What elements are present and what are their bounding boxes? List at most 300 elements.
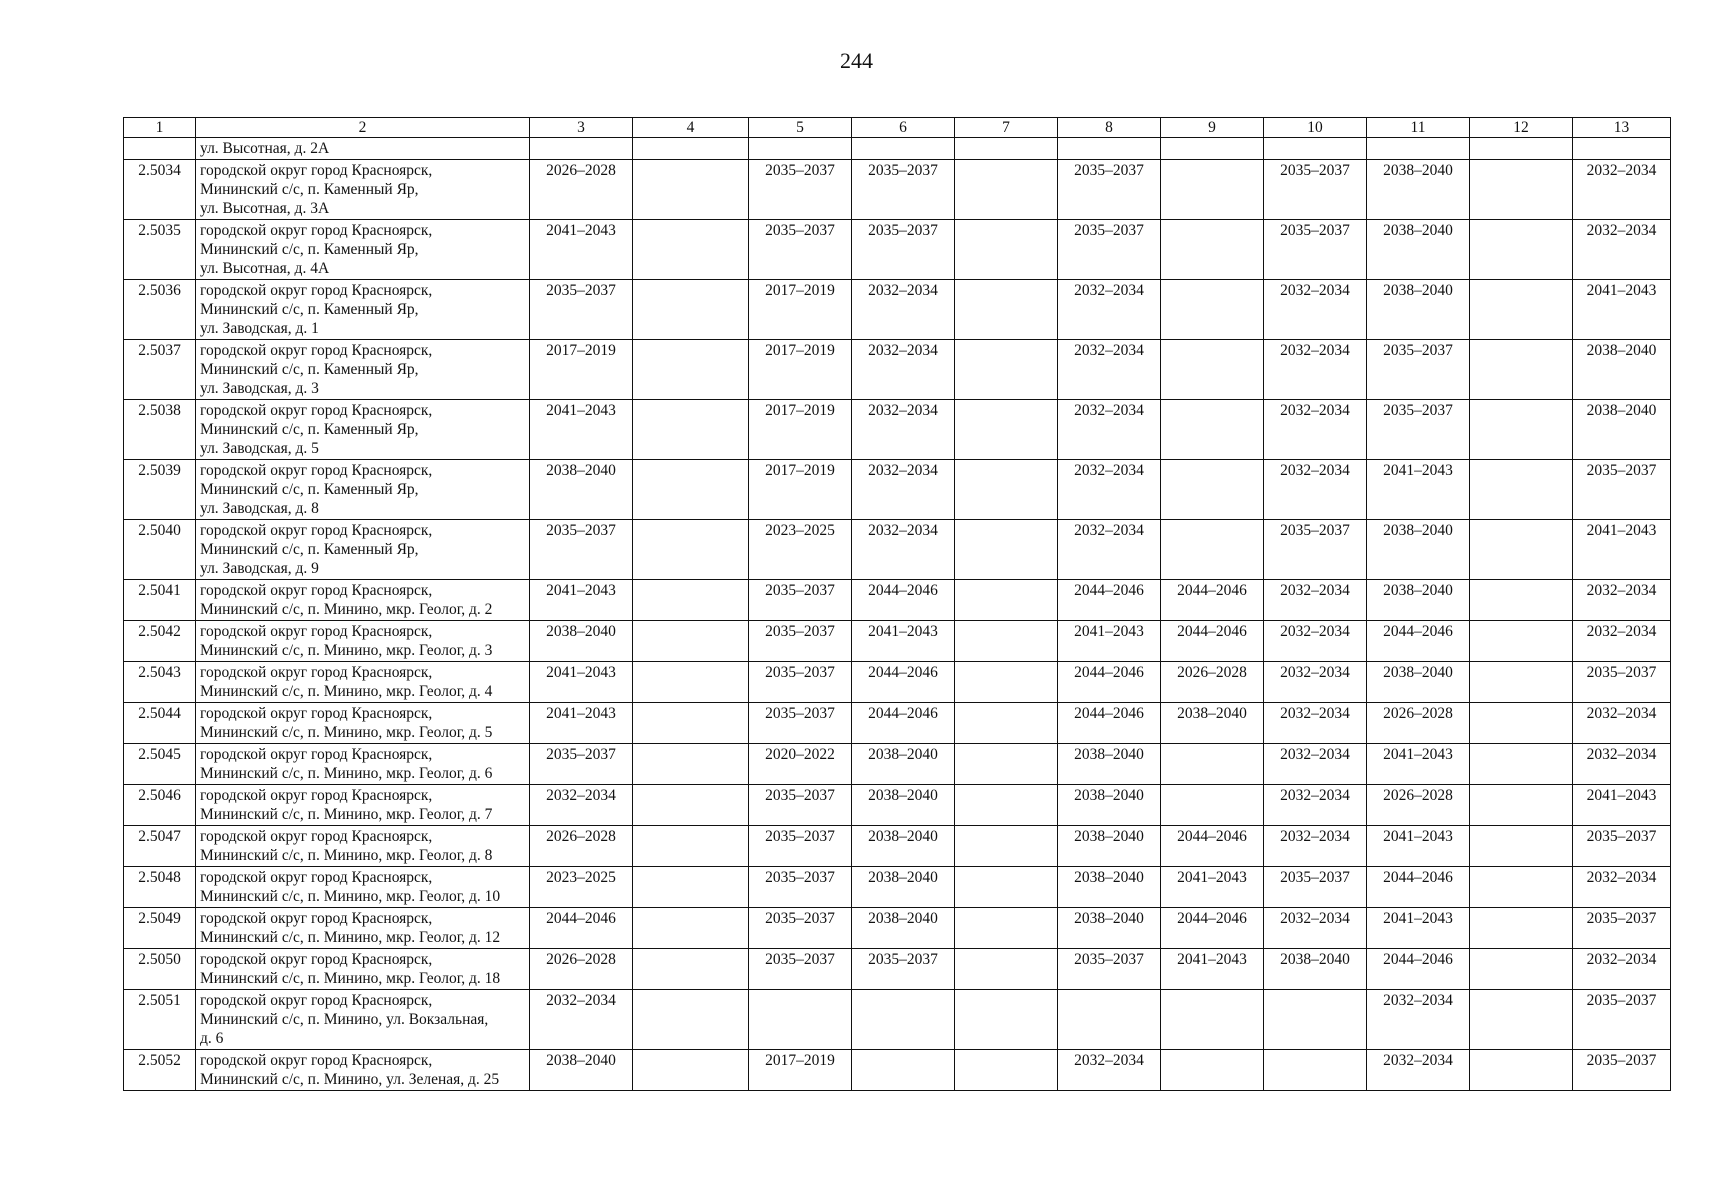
period-cell-col-4 [633, 826, 749, 867]
address-line: ул. Высотная, д. 3А [200, 200, 330, 217]
period-cell-col-11: 2038–2040 [1367, 160, 1470, 220]
period-cell-col-10: 2032–2034 [1264, 662, 1367, 703]
period-cell-col-7 [955, 220, 1058, 280]
period-cell-col-13: 2032–2034 [1573, 160, 1671, 220]
address-line: городской округ город Красноярск, [200, 162, 433, 179]
address-cell [196, 990, 530, 1050]
address-line: городской округ город Красноярск, [200, 746, 433, 763]
address-line: Мининский с/с, п. Минино, ул. Вокзальная, [200, 1011, 489, 1028]
row-id-cell: 2.5035 [124, 220, 196, 280]
period-cell-col-13: 2035–2037 [1573, 990, 1671, 1050]
row-id-cell: 2.5036 [124, 280, 196, 340]
column-header-5: 5 [749, 118, 852, 138]
period-cell-col-13: 2041–2043 [1573, 520, 1671, 580]
address-line: Мининский с/с, п. Минино, мкр. Геолог, д. 3 [200, 642, 493, 659]
address-cell [196, 280, 530, 340]
period-cell-col-6: 2038–2040 [852, 867, 955, 908]
row-id-cell: 2.5037 [124, 340, 196, 400]
address-cell [196, 662, 530, 703]
period-cell-col-7 [955, 949, 1058, 990]
period-cell-col-11: 2044–2046 [1367, 867, 1470, 908]
data-cell [633, 138, 749, 160]
period-cell-col-4 [633, 400, 749, 460]
period-cell-col-9: 2026–2028 [1161, 662, 1264, 703]
address-line: Мининский с/с, п. Минино, мкр. Геолог, д. 5 [200, 724, 493, 741]
period-cell-col-4 [633, 990, 749, 1050]
period-cell-col-8: 2038–2040 [1058, 785, 1161, 826]
address-line: городской округ город Красноярск, [200, 222, 433, 239]
address-line: городской округ город Красноярск, [200, 664, 433, 681]
period-cell-col-12 [1470, 520, 1573, 580]
address-cell [196, 220, 530, 280]
period-cell-col-7 [955, 340, 1058, 400]
address-line: городской округ город Красноярск, [200, 828, 433, 845]
period-cell-col-6: 2035–2037 [852, 949, 955, 990]
table-row [124, 703, 1671, 744]
period-cell-col-5: 2020–2022 [749, 744, 852, 785]
period-cell-col-9 [1161, 785, 1264, 826]
address-line: городской округ город Красноярск, [200, 623, 433, 640]
period-cell-col-11: 2032–2034 [1367, 990, 1470, 1050]
period-cell-col-12 [1470, 785, 1573, 826]
period-cell-col-3: 2026–2028 [530, 160, 633, 220]
period-cell-col-3: 2032–2034 [530, 990, 633, 1050]
period-cell-col-11: 2044–2046 [1367, 949, 1470, 990]
period-cell-col-10: 2032–2034 [1264, 908, 1367, 949]
address-line: ул. Высотная, д. 4А [200, 260, 330, 277]
column-header-8: 8 [1058, 118, 1161, 138]
period-cell-col-4 [633, 280, 749, 340]
period-cell-col-4 [633, 340, 749, 400]
period-cell-col-12 [1470, 703, 1573, 744]
period-cell-col-11: 2038–2040 [1367, 220, 1470, 280]
period-cell-col-10: 2035–2037 [1264, 867, 1367, 908]
period-cell-col-3: 2041–2043 [530, 580, 633, 621]
period-cell-col-5: 2017–2019 [749, 1050, 852, 1091]
address-line: Мининский с/с, п. Каменный Яр, [200, 481, 419, 498]
period-cell-col-10: 2035–2037 [1264, 220, 1367, 280]
period-cell-col-10: 2032–2034 [1264, 785, 1367, 826]
period-cell-col-7 [955, 785, 1058, 826]
address-line: ул. Заводская, д. 3 [200, 380, 319, 397]
period-cell-col-11: 2038–2040 [1367, 520, 1470, 580]
address-line: Мининский с/с, п. Каменный Яр, [200, 241, 419, 258]
row-id-cell: 2.5042 [124, 621, 196, 662]
column-number-header-row [124, 118, 1671, 138]
table-row [124, 908, 1671, 949]
address-line: Мининский с/с, п. Минино, мкр. Геолог, д. 10 [200, 888, 501, 905]
address-line: ул. Заводская, д. 9 [200, 560, 319, 577]
period-cell-col-13: 2041–2043 [1573, 785, 1671, 826]
period-cell-col-10: 2032–2034 [1264, 744, 1367, 785]
period-cell-col-4 [633, 621, 749, 662]
period-cell-col-7 [955, 990, 1058, 1050]
column-header-9: 9 [1161, 118, 1264, 138]
period-cell-col-10: 2032–2034 [1264, 703, 1367, 744]
table-body [124, 138, 1671, 1091]
address-line: городской округ город Красноярск, [200, 910, 433, 927]
period-cell-col-5: 2035–2037 [749, 621, 852, 662]
row-id-cell: 2.5047 [124, 826, 196, 867]
table-row [124, 400, 1671, 460]
period-cell-col-7 [955, 826, 1058, 867]
table-row [124, 785, 1671, 826]
address-cell [196, 703, 530, 744]
period-cell-col-5: 2035–2037 [749, 703, 852, 744]
period-cell-col-8: 2038–2040 [1058, 826, 1161, 867]
address-cell [196, 160, 530, 220]
address-cell [196, 826, 530, 867]
data-cell [1367, 138, 1470, 160]
table-row [124, 867, 1671, 908]
period-cell-col-12 [1470, 280, 1573, 340]
continuation-row [124, 138, 1671, 160]
period-cell-col-5: 2035–2037 [749, 867, 852, 908]
period-cell-col-8: 2035–2037 [1058, 220, 1161, 280]
period-cell-col-4 [633, 867, 749, 908]
period-cell-col-9 [1161, 220, 1264, 280]
period-cell-col-3: 2041–2043 [530, 220, 633, 280]
row-id-cell: 2.5052 [124, 1050, 196, 1091]
table-row [124, 280, 1671, 340]
period-cell-col-8: 2041–2043 [1058, 621, 1161, 662]
period-cell-col-11: 2026–2028 [1367, 785, 1470, 826]
address-cell [196, 744, 530, 785]
table-row [124, 662, 1671, 703]
period-cell-col-3: 2026–2028 [530, 826, 633, 867]
period-cell-col-12 [1470, 460, 1573, 520]
period-cell-col-11: 2041–2043 [1367, 826, 1470, 867]
period-cell-col-13: 2032–2034 [1573, 949, 1671, 990]
period-cell-col-5: 2035–2037 [749, 160, 852, 220]
period-cell-col-9 [1161, 160, 1264, 220]
period-cell-col-12 [1470, 400, 1573, 460]
table-row [124, 990, 1671, 1050]
period-cell-col-7 [955, 400, 1058, 460]
address-line: Мининский с/с, п. Минино, мкр. Геолог, д. 4 [200, 683, 493, 700]
period-cell-col-9: 2044–2046 [1161, 621, 1264, 662]
period-cell-col-8: 2044–2046 [1058, 703, 1161, 744]
period-cell-col-11: 2038–2040 [1367, 662, 1470, 703]
period-cell-col-13: 2035–2037 [1573, 826, 1671, 867]
period-cell-col-6: 2044–2046 [852, 662, 955, 703]
period-cell-col-3: 2035–2037 [530, 280, 633, 340]
data-cell [1470, 138, 1573, 160]
address-line: ул. Заводская, д. 8 [200, 500, 319, 517]
period-cell-col-10 [1264, 990, 1367, 1050]
period-cell-col-9 [1161, 520, 1264, 580]
row-id-cell: 2.5044 [124, 703, 196, 744]
period-cell-col-3: 2044–2046 [530, 908, 633, 949]
column-header-6: 6 [852, 118, 955, 138]
period-cell-col-11: 2041–2043 [1367, 744, 1470, 785]
period-cell-col-5: 2035–2037 [749, 580, 852, 621]
period-cell-col-8: 2035–2037 [1058, 160, 1161, 220]
period-cell-col-12 [1470, 908, 1573, 949]
period-cell-col-3: 2041–2043 [530, 400, 633, 460]
row-id-cell: 2.5046 [124, 785, 196, 826]
address-line: Мининский с/с, п. Минино, мкр. Геолог, д. 7 [200, 806, 493, 823]
period-cell-col-13: 2032–2034 [1573, 867, 1671, 908]
address-line: городской округ город Красноярск, [200, 869, 433, 886]
table-row [124, 744, 1671, 785]
period-cell-col-3: 2035–2037 [530, 744, 633, 785]
period-cell-col-3: 2017–2019 [530, 340, 633, 400]
period-cell-col-9: 2044–2046 [1161, 908, 1264, 949]
period-cell-col-9 [1161, 990, 1264, 1050]
address-line: ул. Заводская, д. 5 [200, 440, 319, 457]
period-cell-col-7 [955, 280, 1058, 340]
column-header-13: 13 [1573, 118, 1671, 138]
address-cell [196, 785, 530, 826]
address-line: городской округ город Красноярск, [200, 402, 433, 419]
period-cell-col-13: 2032–2034 [1573, 744, 1671, 785]
column-header-1: 1 [124, 118, 196, 138]
period-cell-col-5: 2035–2037 [749, 662, 852, 703]
data-cell [1161, 138, 1264, 160]
period-cell-col-11: 2044–2046 [1367, 621, 1470, 662]
data-cell [749, 138, 852, 160]
period-cell-col-13: 2032–2034 [1573, 220, 1671, 280]
table-row [124, 340, 1671, 400]
period-cell-col-4 [633, 785, 749, 826]
period-cell-col-10: 2032–2034 [1264, 580, 1367, 621]
address-line: городской округ город Красноярск, [200, 462, 433, 479]
period-cell-col-9: 2044–2046 [1161, 580, 1264, 621]
address-line: городской округ город Красноярск, [200, 342, 433, 359]
address-cell: ул. Высотная, д. 2А [196, 138, 530, 160]
period-cell-col-10: 2032–2034 [1264, 826, 1367, 867]
period-cell-col-10: 2032–2034 [1264, 621, 1367, 662]
address-line: Мининский с/с, п. Минино, мкр. Геолог, д. 12 [200, 929, 501, 946]
row-id-cell: 2.5050 [124, 949, 196, 990]
address-line: Мининский с/с, п. Каменный Яр, [200, 421, 419, 438]
period-cell-col-13: 2035–2037 [1573, 662, 1671, 703]
address-cell [196, 460, 530, 520]
period-cell-col-8 [1058, 990, 1161, 1050]
period-cell-col-7 [955, 460, 1058, 520]
period-cell-col-8: 2044–2046 [1058, 662, 1161, 703]
address-line: городской округ город Красноярск, [200, 282, 433, 299]
column-header-2: 2 [196, 118, 530, 138]
address-line: городской округ город Красноярск, [200, 1052, 433, 1069]
period-cell-col-6: 2035–2037 [852, 160, 955, 220]
period-cell-col-13: 2032–2034 [1573, 580, 1671, 621]
table-row [124, 160, 1671, 220]
column-header-10: 10 [1264, 118, 1367, 138]
period-cell-col-4 [633, 662, 749, 703]
period-cell-col-11: 2041–2043 [1367, 908, 1470, 949]
period-cell-col-11: 2038–2040 [1367, 580, 1470, 621]
period-cell-col-9: 2038–2040 [1161, 703, 1264, 744]
address-line: Мининский с/с, п. Каменный Яр, [200, 181, 419, 198]
period-cell-col-6: 2038–2040 [852, 908, 955, 949]
period-cell-col-7 [955, 520, 1058, 580]
address-line: Мининский с/с, п. Каменный Яр, [200, 301, 419, 318]
period-cell-col-13: 2032–2034 [1573, 621, 1671, 662]
period-cell-col-8: 2032–2034 [1058, 340, 1161, 400]
row-id-cell: 2.5051 [124, 990, 196, 1050]
period-cell-col-4 [633, 949, 749, 990]
period-cell-col-13: 2035–2037 [1573, 1050, 1671, 1091]
period-cell-col-5: 2017–2019 [749, 280, 852, 340]
address-line: д. 6 [200, 1030, 224, 1047]
schedule-table [123, 117, 1671, 1091]
data-cell [955, 138, 1058, 160]
period-cell-col-4 [633, 520, 749, 580]
period-cell-col-13: 2032–2034 [1573, 703, 1671, 744]
row-id-cell: 2.5043 [124, 662, 196, 703]
period-cell-col-6: 2038–2040 [852, 785, 955, 826]
period-cell-col-10 [1264, 1050, 1367, 1091]
period-cell-col-12 [1470, 220, 1573, 280]
period-cell-col-9 [1161, 400, 1264, 460]
period-cell-col-5: 2017–2019 [749, 400, 852, 460]
period-cell-col-12 [1470, 826, 1573, 867]
period-cell-col-9 [1161, 1050, 1264, 1091]
address-line: городской округ город Красноярск, [200, 705, 433, 722]
data-cell [530, 138, 633, 160]
period-cell-col-8: 2032–2034 [1058, 1050, 1161, 1091]
period-cell-col-12 [1470, 662, 1573, 703]
address-line: городской округ город Красноярск, [200, 582, 433, 599]
table-row [124, 520, 1671, 580]
data-cell [1573, 138, 1671, 160]
address-cell [196, 621, 530, 662]
address-cell [196, 400, 530, 460]
period-cell-col-9: 2041–2043 [1161, 949, 1264, 990]
table-row [124, 621, 1671, 662]
table-row [124, 949, 1671, 990]
period-cell-col-10: 2035–2037 [1264, 520, 1367, 580]
column-header-4: 4 [633, 118, 749, 138]
period-cell-col-13: 2038–2040 [1573, 400, 1671, 460]
table-row [124, 460, 1671, 520]
period-cell-col-10: 2035–2037 [1264, 160, 1367, 220]
period-cell-col-5: 2017–2019 [749, 460, 852, 520]
period-cell-col-5 [749, 990, 852, 1050]
period-cell-col-13: 2038–2040 [1573, 340, 1671, 400]
column-header-11: 11 [1367, 118, 1470, 138]
period-cell-col-9 [1161, 340, 1264, 400]
row-id-cell: 2.5034 [124, 160, 196, 220]
period-cell-col-6: 2038–2040 [852, 744, 955, 785]
period-cell-col-6: 2032–2034 [852, 460, 955, 520]
period-cell-col-5: 2035–2037 [749, 908, 852, 949]
address-line: ул. Заводская, д. 1 [200, 320, 319, 337]
period-cell-col-7 [955, 744, 1058, 785]
period-cell-col-10: 2032–2034 [1264, 400, 1367, 460]
period-cell-col-12 [1470, 340, 1573, 400]
period-cell-col-6: 2044–2046 [852, 703, 955, 744]
period-cell-col-10: 2032–2034 [1264, 460, 1367, 520]
period-cell-col-10: 2032–2034 [1264, 340, 1367, 400]
period-cell-col-12 [1470, 580, 1573, 621]
address-cell [196, 1050, 530, 1091]
period-cell-col-7 [955, 867, 1058, 908]
period-cell-col-11: 2041–2043 [1367, 460, 1470, 520]
address-line: городской округ город Красноярск, [200, 522, 433, 539]
table-row [124, 220, 1671, 280]
period-cell-col-6 [852, 1050, 955, 1091]
period-cell-col-3: 2038–2040 [530, 621, 633, 662]
period-cell-col-4 [633, 580, 749, 621]
period-cell-col-9 [1161, 744, 1264, 785]
address-line: городской округ город Красноярск, [200, 951, 433, 968]
period-cell-col-7 [955, 621, 1058, 662]
period-cell-col-11: 2026–2028 [1367, 703, 1470, 744]
address-cell [196, 340, 530, 400]
period-cell-col-6: 2032–2034 [852, 520, 955, 580]
address-cell [196, 520, 530, 580]
period-cell-col-13: 2035–2037 [1573, 460, 1671, 520]
period-cell-col-3: 2041–2043 [530, 703, 633, 744]
period-cell-col-13: 2035–2037 [1573, 908, 1671, 949]
column-header-12: 12 [1470, 118, 1573, 138]
table-row [124, 826, 1671, 867]
period-cell-col-4 [633, 703, 749, 744]
period-cell-col-9 [1161, 460, 1264, 520]
period-cell-col-7 [955, 160, 1058, 220]
period-cell-col-3: 2038–2040 [530, 1050, 633, 1091]
address-line: городской округ город Красноярск, [200, 992, 433, 1009]
period-cell-col-3: 2026–2028 [530, 949, 633, 990]
row-id-cell: 2.5045 [124, 744, 196, 785]
period-cell-col-5: 2035–2037 [749, 949, 852, 990]
period-cell-col-10: 2038–2040 [1264, 949, 1367, 990]
period-cell-col-3: 2041–2043 [530, 662, 633, 703]
row-id-cell: 2.5048 [124, 867, 196, 908]
period-cell-col-4 [633, 220, 749, 280]
period-cell-col-8: 2038–2040 [1058, 867, 1161, 908]
address-line: Мининский с/с, п. Минино, ул. Зеленая, д. 25 [200, 1071, 500, 1088]
period-cell-col-8: 2032–2034 [1058, 460, 1161, 520]
period-cell-col-8: 2032–2034 [1058, 280, 1161, 340]
period-cell-col-7 [955, 580, 1058, 621]
period-cell-col-6: 2032–2034 [852, 280, 955, 340]
row-id-cell [124, 138, 196, 160]
period-cell-col-8: 2044–2046 [1058, 580, 1161, 621]
period-cell-col-3: 2038–2040 [530, 460, 633, 520]
period-cell-col-6: 2035–2037 [852, 220, 955, 280]
row-id-cell: 2.5049 [124, 908, 196, 949]
row-id-cell: 2.5040 [124, 520, 196, 580]
period-cell-col-7 [955, 908, 1058, 949]
period-cell-col-5: 2023–2025 [749, 520, 852, 580]
period-cell-col-11: 2032–2034 [1367, 1050, 1470, 1091]
period-cell-col-7 [955, 662, 1058, 703]
period-cell-col-6: 2038–2040 [852, 826, 955, 867]
data-cell [1058, 138, 1161, 160]
period-cell-col-4 [633, 908, 749, 949]
period-cell-col-12 [1470, 867, 1573, 908]
period-cell-col-6: 2041–2043 [852, 621, 955, 662]
address-line: Мининский с/с, п. Минино, мкр. Геолог, д. 18 [200, 970, 501, 987]
period-cell-col-10: 2032–2034 [1264, 280, 1367, 340]
row-id-cell: 2.5038 [124, 400, 196, 460]
period-cell-col-3: 2032–2034 [530, 785, 633, 826]
period-cell-col-7 [955, 703, 1058, 744]
table-row [124, 580, 1671, 621]
period-cell-col-4 [633, 744, 749, 785]
address-cell [196, 867, 530, 908]
period-cell-col-5: 2035–2037 [749, 220, 852, 280]
address-cell [196, 949, 530, 990]
period-cell-col-13: 2041–2043 [1573, 280, 1671, 340]
column-header-7: 7 [955, 118, 1058, 138]
period-cell-col-11: 2035–2037 [1367, 340, 1470, 400]
period-cell-col-9: 2041–2043 [1161, 867, 1264, 908]
